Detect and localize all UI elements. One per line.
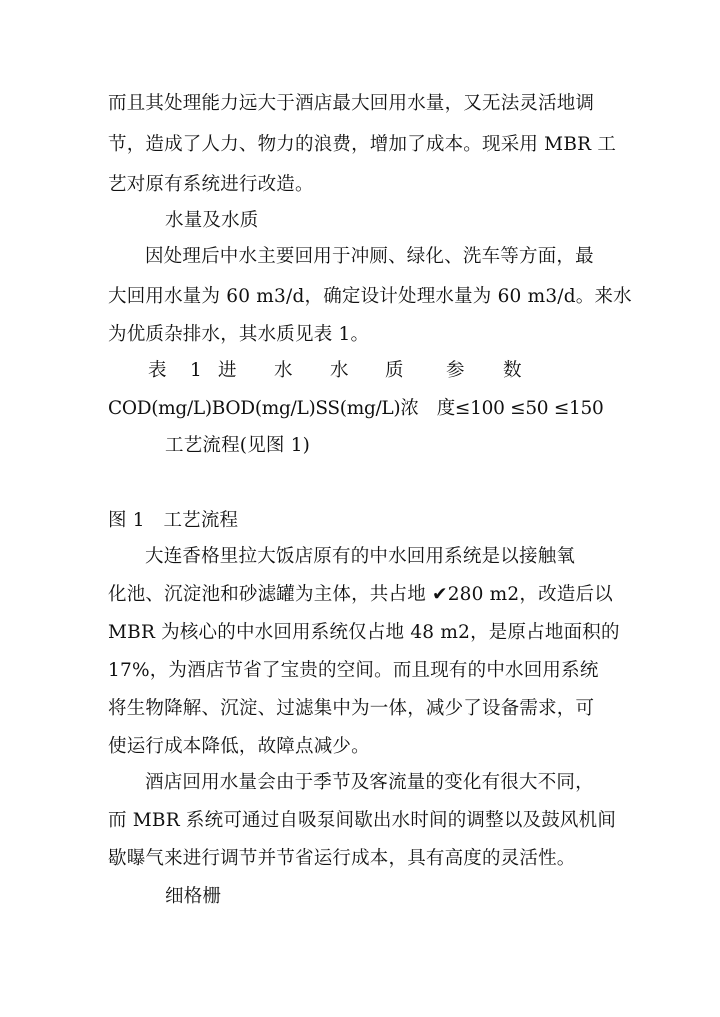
paragraph-line: 酒店回用水量会由于季节及客流量的变化有很大不同， xyxy=(145,772,594,793)
section-heading-water: 水量及水质 xyxy=(165,210,259,231)
section-heading-process: 工艺流程(见图 1) xyxy=(165,435,311,456)
paragraph-line: 节，造成了人力、物力的浪费，增加了成本。现采用 MBR 工 xyxy=(108,134,617,155)
paragraph-line: 大回用水量为 60 m3/d，确定设计处理水量为 60 m3/d。来水 xyxy=(108,286,632,307)
paragraph-line: 将生物降解、沉淀、过滤集中为一体，减少了设备需求，可 xyxy=(108,698,595,719)
paragraph-line: 艺对原有系统进行改造。 xyxy=(108,174,314,195)
figure-caption: 图 1 工艺流程 xyxy=(108,510,239,531)
paragraph-line: 歇曝气来进行调节并节省运行成本，具有高度的灵活性。 xyxy=(108,848,576,869)
paragraph-text: 化池、沉淀池和砂滤罐为主体，共占地 xyxy=(108,584,432,605)
paragraph-line: 而且其处理能力远大于酒店最大回用水量，又无法灵活地调 xyxy=(108,93,595,114)
table-caption-cell: 表 xyxy=(148,360,167,381)
table-caption-cell: 进 xyxy=(218,360,237,381)
paragraph-line: 17%，为酒店节省了宝贵的空间。而且现有的中水回用系统 xyxy=(108,660,599,681)
table-caption-cell: 水 xyxy=(330,360,349,381)
table-caption-cell: 参 xyxy=(446,360,465,381)
paragraph-text: 280 m2，改造后以 xyxy=(447,584,613,605)
section-heading-grille: 细格栅 xyxy=(165,886,222,907)
paragraph-line: 因处理后中水主要回用于冲厕、绿化、洗车等方面，最 xyxy=(145,246,594,267)
paragraph-line: 大连香格里拉大饭店原有的中水回用系统是以接触氧 xyxy=(145,546,576,567)
paragraph-line: 使运行成本降低，故障点减少。 xyxy=(108,736,370,757)
table-caption-cell: 1 xyxy=(190,360,202,381)
paragraph-line: MBR 为核心的中水回用系统仅占地 48 m2，是原占地面积的 xyxy=(108,622,620,643)
table-caption-cell: 数 xyxy=(503,360,522,381)
table-row: COD(mg/L)BOD(mg/L)SS(mg/L)浓 度≤100 ≤50 ≤150 xyxy=(108,398,604,419)
paragraph-line: 而 MBR 系统可通过自吸泵间歇出水时间的调整以及鼓风机间 xyxy=(108,810,617,831)
table-caption-cell: 水 xyxy=(274,360,293,381)
table-caption-cell: 质 xyxy=(385,360,404,381)
paragraph-line: 为优质杂排水，其水质见表 1。 xyxy=(108,324,370,345)
paragraph-line xyxy=(108,583,613,607)
check-mark-icon: ✔ xyxy=(431,584,448,605)
